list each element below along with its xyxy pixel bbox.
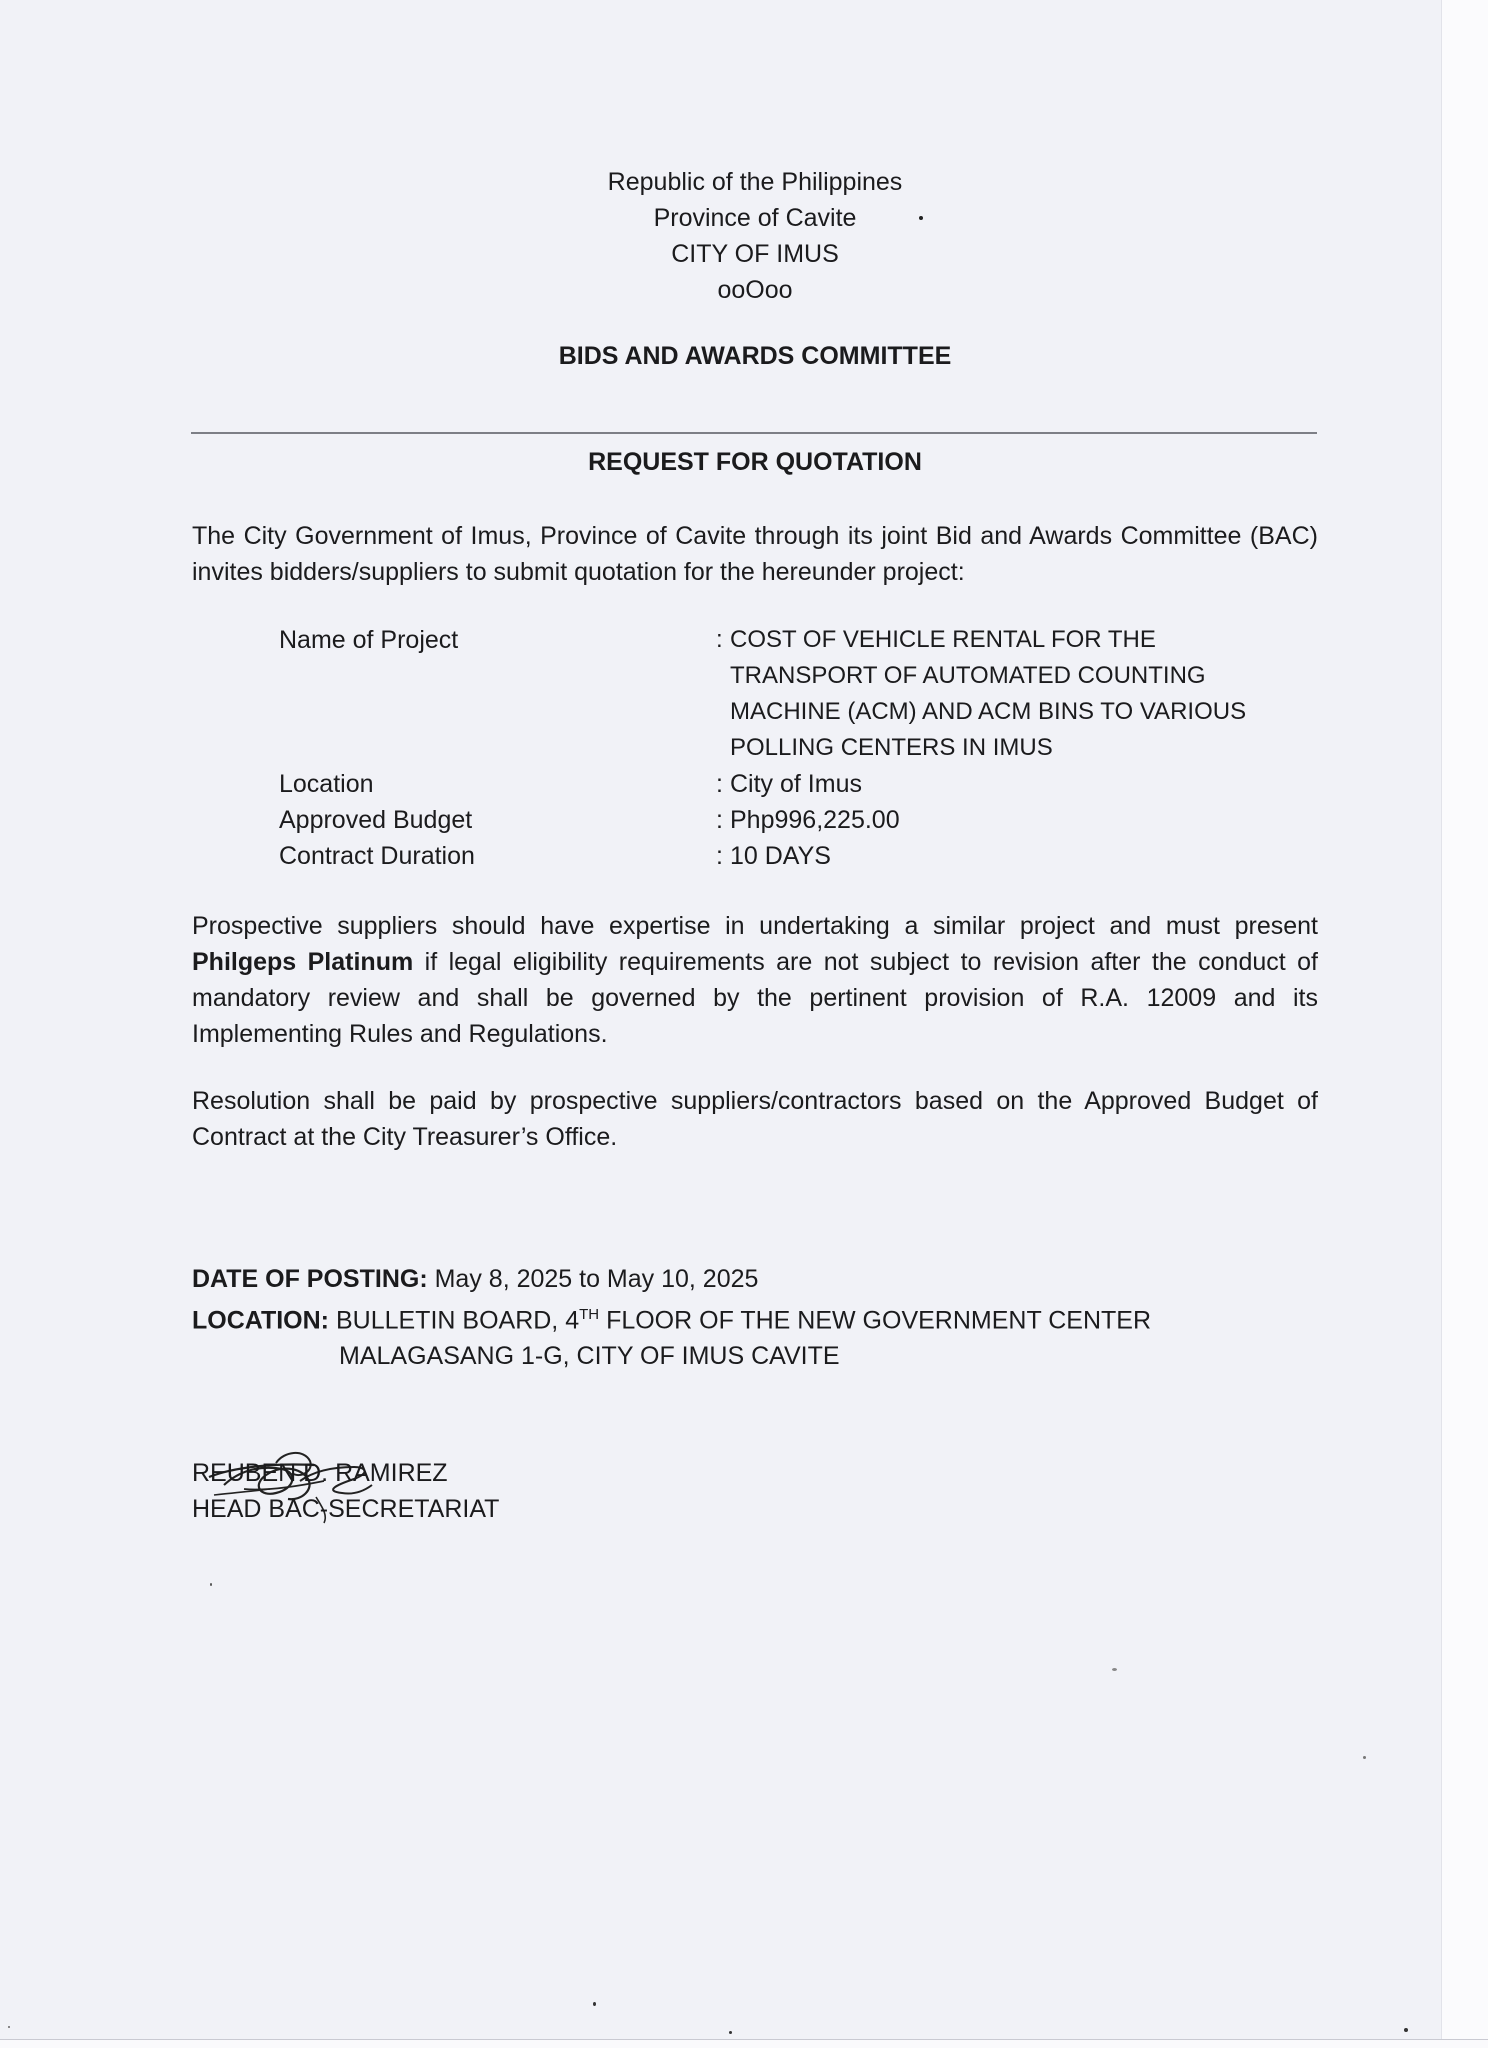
requirements-text-before: Prospective suppliers should have expertise in undertaking a similar project and must present	[192, 912, 1318, 940]
duration-value: 10 DAYS	[730, 842, 831, 870]
location-label: Location	[279, 770, 374, 798]
requirements-paragraph	[192, 908, 1318, 1052]
ink-speck	[919, 216, 923, 220]
letterhead-city: CITY OF IMUS	[671, 240, 839, 268]
colon: :	[716, 842, 723, 870]
posting-location-line2: MALAGASANG 1-G, CITY OF IMUS CAVITE	[339, 1342, 840, 1371]
detail-row-location	[279, 766, 1276, 802]
signatory-name: REUBEN D. RAMIREZ	[192, 1459, 448, 1487]
duration-value-wrap	[716, 838, 1276, 874]
ink-speck	[8, 2026, 10, 2028]
duration-label: Contract Duration	[279, 842, 475, 870]
requirements-text-after: if legal eligibility requirements are not subject to revision after the conduct of mandatory review and shall be governed by the pertinent provision of R.A. 12009 and its Implementing Rules and Regulations.	[192, 948, 1318, 1048]
horizontal-divider	[191, 432, 1317, 434]
location-value: City of Imus	[730, 770, 862, 798]
posting-location-post: FLOOR OF THE NEW GOVERNMENT CENTER	[606, 1306, 1152, 1335]
project-name-label: Name of Project	[279, 626, 459, 654]
signatory-position: HEAD BAC-SECRETARIAT	[192, 1495, 500, 1523]
ink-speck	[593, 2002, 596, 2006]
detail-row-budget	[279, 802, 1276, 838]
document-title: REQUEST FOR QUOTATION	[588, 448, 922, 476]
project-details	[279, 622, 1276, 874]
project-name-value: COST OF VEHICLE RENTAL FOR THE TRANSPORT OF AUTOMATED COUNTING MACHINE (ACM) AND ACM BINS TO VARIOUS POLLING CENTERS IN IMUS	[730, 626, 1247, 761]
ink-speck	[210, 1583, 212, 1586]
intro-paragraph: The City Government of Imus, Province of Cavite through its joint Bid and Awards Committee (BAC) invites bidders/suppliers to submit quotation for the hereunder project:	[192, 522, 1318, 586]
ink-speck	[1112, 1668, 1117, 1671]
letterhead	[0, 164, 1488, 308]
posting-info	[192, 1261, 1151, 1374]
resolution-paragraph: Resolution shall be paid by prospective suppliers/contractors based on the Approved Budget of Contract at the City Treasurer’s Office.	[192, 1087, 1318, 1151]
ink-speck	[729, 2031, 732, 2034]
letterhead-ornament: ooOoo	[717, 276, 793, 304]
detail-row-duration	[279, 838, 1276, 874]
location-value-wrap	[716, 766, 1276, 802]
letterhead-republic: Republic of the Philippines	[607, 168, 903, 196]
detail-row-project	[279, 622, 1276, 766]
posting-date-label: DATE OF POSTING:	[192, 1265, 428, 1293]
letterhead-province: Province of Cavite	[653, 204, 857, 232]
budget-label: Approved Budget	[279, 806, 473, 834]
budget-value: Php996,225.00	[730, 806, 900, 834]
posting-date-value: May 8, 2025 to May 10, 2025	[434, 1265, 759, 1293]
posting-date-line	[192, 1261, 1151, 1297]
posting-location-line	[192, 1297, 1151, 1338]
requirements-emphasis: Philgeps Platinum	[192, 948, 414, 976]
colon: :	[716, 770, 723, 798]
posting-location-label: LOCATION:	[192, 1306, 330, 1335]
project-name-value-wrap	[716, 622, 1276, 766]
posting-location-pre: BULLETIN BOARD, 4	[335, 1306, 580, 1335]
colon: :	[716, 626, 723, 653]
signatory	[192, 1455, 499, 1527]
scan-bottom-edge	[0, 2039, 1488, 2048]
ink-speck	[1363, 1756, 1366, 1759]
colon: :	[716, 806, 723, 834]
ink-speck	[1404, 2028, 1408, 2032]
budget-value-wrap	[716, 802, 1276, 838]
committee-heading: BIDS AND AWARDS COMMITTEE	[558, 342, 952, 370]
posting-location-sup: TH	[579, 1306, 600, 1323]
